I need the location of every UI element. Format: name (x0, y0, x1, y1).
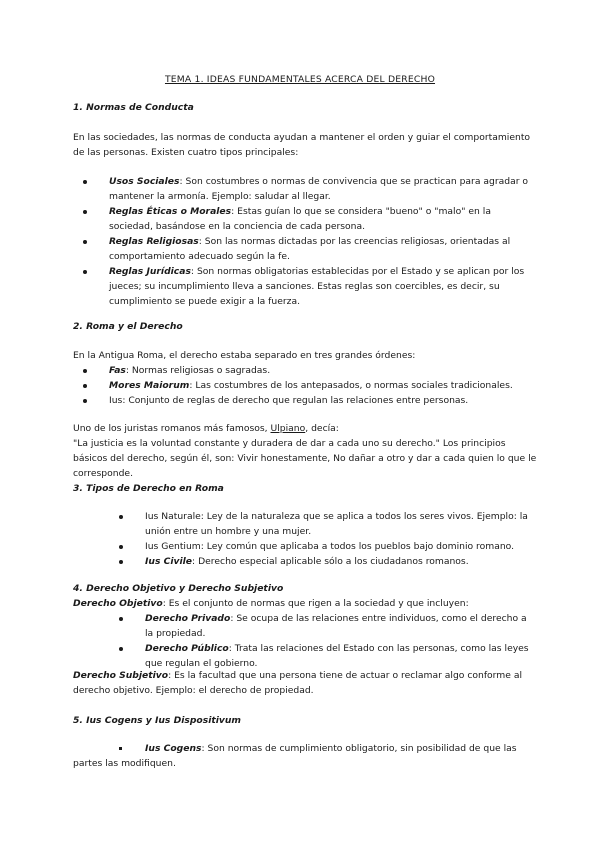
bullet-icon (119, 747, 122, 750)
section-2-list (109, 363, 529, 408)
section-4-list (145, 611, 530, 671)
list-item (145, 539, 530, 554)
list-item (145, 509, 530, 539)
item-text: : Ley de la naturaleza que se aplica a todos los seres vivos. Ejemplo: la unión entre un hombre y una mujer. (145, 511, 528, 537)
item-text: : Las costumbres de los antepasados, o normas sociales tradicionales. (189, 380, 513, 391)
item-term: Ius (109, 395, 123, 406)
item-term: Derecho Privado (145, 613, 231, 624)
bullet-icon (83, 180, 87, 184)
list-item (145, 641, 530, 671)
bullet-icon (119, 647, 123, 651)
section-1-list (109, 174, 529, 309)
item-term: Ius Civile (145, 556, 193, 567)
list-item (109, 174, 529, 204)
item-text: : Normas religiosas o sagradas. (125, 365, 271, 376)
item-term: Usos Sociales (109, 176, 180, 187)
bullet-icon (83, 369, 87, 373)
item-term: Reglas Éticas o Morales (109, 206, 232, 217)
list-item (73, 741, 533, 771)
list-item (109, 393, 529, 408)
bullet-icon (83, 270, 87, 274)
jurist-line: Uno de los juristas romanos más famosos, Ulpiano, decía: (73, 423, 339, 434)
bullet-icon (119, 617, 123, 621)
section-2-intro: En la Antigua Roma, el derecho estaba separado en tres grandes órdenes: (73, 350, 416, 361)
item-term: Derecho Público (145, 643, 229, 654)
jurist-name: Ulpiano (270, 423, 306, 434)
section-2-heading: 2. Roma y el Derecho (73, 321, 183, 332)
item-term: Reglas Jurídicas (109, 266, 191, 277)
section-4-heading: 4. Derecho Objetivo y Derecho Subjetivo (73, 583, 284, 594)
section-1-intro: En las sociedades, las normas de conducta ayudan a mantener el orden y guiar el comportamiento de las personas. Existen cuatro tipos principales: (73, 132, 531, 158)
ulpiano-quote: "La justicia es la voluntad constante y duradera de dar a cada uno su derecho." Los principios básicos del derecho, según él, son: Vivir honestamente, No dañar a otro y dar a cada quien lo que le corresponde. (73, 438, 537, 479)
item-text: : Ley común que aplicaba a todos los pueblos bajo dominio romano. (200, 541, 515, 552)
item-text: : Son las normas dictadas por las creencias religiosas, orientadas al comportamiento adecuado según la fe. (109, 236, 511, 262)
bullet-icon (119, 545, 123, 549)
item-text: : Son costumbres o normas de convivencia que se practican para agradar o mantener la armonía. Ejemplo: saludar al llegar. (109, 176, 529, 202)
list-item (145, 554, 530, 569)
item-text: : Se ocupa de las relaciones entre individuos, como el derecho a la propiedad. (145, 613, 527, 639)
section-3-heading: 3. Tipos de Derecho en Roma (73, 483, 224, 494)
item-text: : Conjunto de reglas de derecho que regulan las relaciones entre personas. (122, 395, 469, 406)
section-5-heading: 5. Ius Cogens y Ius Dispositivum (73, 715, 241, 726)
item-text: : Son normas de cumplimiento obligatorio, sin posibilidad de que las partes las modifiquen. (73, 743, 517, 769)
derecho-subjetivo-line: Derecho Subjetivo: Es la facultad que una persona tiene de actuar o reclamar algo conforme al derecho objetivo. Ejemplo: el derecho de propiedad. (73, 670, 523, 696)
item-term: Ius Cogens (145, 743, 202, 754)
section-3-list (145, 509, 530, 569)
item-text: : Trata las relaciones del Estado con las personas, como las leyes que regulan el gobierno. (145, 643, 529, 669)
bullet-icon (119, 560, 123, 564)
item-term: Fas (109, 365, 126, 376)
item-term: Ius Naturale (145, 511, 201, 522)
item-text: : Estas guían lo que se considera "bueno" o "malo" en la sociedad, basándose en la conciencia de cada persona. (109, 206, 491, 232)
bullet-icon (83, 210, 87, 214)
list-item (109, 264, 529, 309)
list-item (145, 611, 530, 641)
item-term: Mores Maiorum (109, 380, 190, 391)
bullet-icon (83, 240, 87, 244)
item-term: Ius Gentium (145, 541, 201, 552)
item-term: Reglas Religiosas (109, 236, 199, 247)
bullet-icon (83, 384, 87, 388)
list-item (109, 363, 529, 378)
item-text: : Derecho especial aplicable sólo a los ciudadanos romanos. (192, 556, 469, 567)
item-text: : Son normas obligatorias establecidas por el Estado y se aplican por los jueces; su incumplimiento lleva a sanciones. Estas reglas son coercibles, es decir, su cumplimiento se puede exigir a la fuerza. (109, 266, 525, 307)
section-1-heading: 1. Normas de Conducta (73, 102, 194, 113)
list-item (109, 234, 529, 264)
bullet-icon (119, 515, 123, 519)
document-title: TEMA 1. IDEAS FUNDAMENTALES ACERCA DEL DERECHO (164, 74, 436, 85)
list-item (109, 204, 529, 234)
derecho-objetivo-line: Derecho Objetivo: Es el conjunto de normas que rigen a la sociedad y que incluyen: (73, 598, 469, 609)
bullet-icon (83, 399, 87, 403)
list-item (109, 378, 529, 393)
